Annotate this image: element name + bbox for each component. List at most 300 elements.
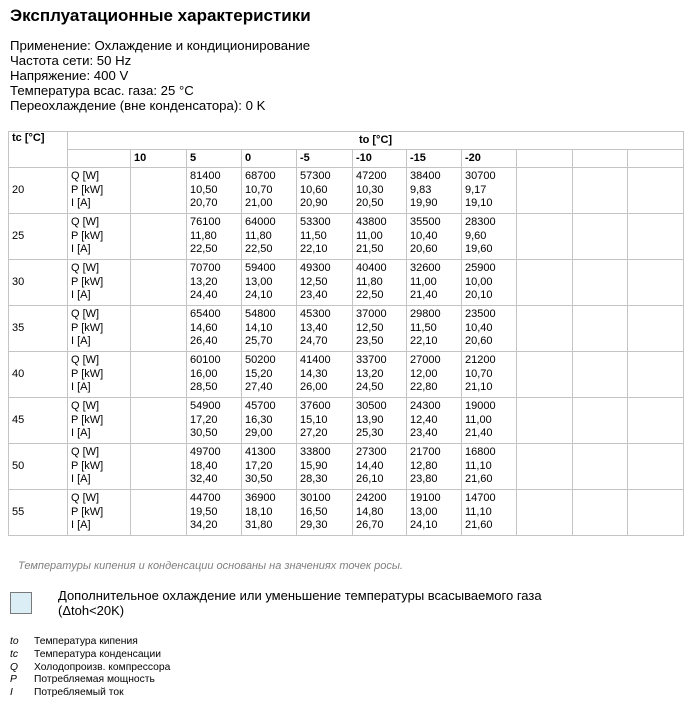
to-value <box>573 150 628 168</box>
value-cell <box>353 168 407 214</box>
cell-value: 24,50 <box>356 381 384 394</box>
cell-value: 11,10 <box>465 459 492 472</box>
value-cell <box>462 260 517 306</box>
tc-value: 40 <box>9 352 68 398</box>
cell-value: 21,10 <box>465 381 493 394</box>
cell-value: 10,70 <box>465 367 493 380</box>
cell-value: 10,70 <box>245 183 273 196</box>
cell-value: 68700 <box>245 170 276 183</box>
param-label: I [A] <box>71 473 91 486</box>
cell-value: 13,00 <box>245 275 273 288</box>
value-cell <box>353 306 407 352</box>
tc-value: 20 <box>9 168 68 214</box>
abbreviation-text: Температура кипения <box>34 636 138 647</box>
cell-value: 21700 <box>410 446 441 459</box>
to-value: 0 <box>242 150 297 168</box>
cell-value: 29800 <box>410 308 441 321</box>
cell-value: 11,50 <box>410 321 437 334</box>
table-row <box>9 214 684 260</box>
cell-value: 27000 <box>410 354 441 367</box>
cell-value: 32600 <box>410 262 441 275</box>
abbreviation-key: P <box>10 674 17 686</box>
value-cell <box>297 214 353 260</box>
cell-value: 14,30 <box>300 367 328 380</box>
value-cell <box>407 398 462 444</box>
value-cell <box>242 398 297 444</box>
cell-value: 21,60 <box>465 473 493 486</box>
cell-value: 17,20 <box>245 459 273 472</box>
value-cell <box>187 214 242 260</box>
value-cell <box>353 214 407 260</box>
value-cell <box>517 490 573 536</box>
legend-line-2: (Δtoh<20K) <box>58 603 125 618</box>
value-cell <box>131 398 187 444</box>
value-cell <box>353 352 407 398</box>
param-labels-cell <box>68 490 131 536</box>
value-cell <box>628 490 684 536</box>
to-value: -15 <box>407 150 462 168</box>
abbreviation-text: Температура конденсации <box>34 648 161 660</box>
param-label: Q [W] <box>71 308 100 321</box>
cell-value: 53300 <box>300 216 331 229</box>
tc-value: 30 <box>9 260 68 306</box>
value-cell <box>462 490 517 536</box>
cell-value: 24,10 <box>410 519 438 532</box>
param-label: P [kW] <box>71 321 104 334</box>
cell-value: 22,50 <box>190 243 218 256</box>
value-cell <box>628 398 684 444</box>
value-cell <box>517 444 573 490</box>
cell-value: 28300 <box>465 216 496 229</box>
tc-header: tc [°C] <box>9 132 68 168</box>
cell-value: 10,40 <box>465 321 493 334</box>
cell-value: 14,40 <box>356 459 384 472</box>
value-cell <box>187 352 242 398</box>
abbreviation-text: Потребляемая мощность <box>34 674 155 686</box>
param-label: I [A] <box>71 243 91 256</box>
param-label: P [kW] <box>71 275 104 288</box>
cell-value: 30,50 <box>190 427 218 440</box>
param-label: Q [W] <box>71 262 100 275</box>
value-cell <box>628 444 684 490</box>
param-label: I [A] <box>71 427 91 440</box>
cell-value: 47200 <box>356 170 387 183</box>
dew-point-note: Температуры кипения и конденсации основаны на значениях точек росы. <box>18 560 403 572</box>
cell-value: 23,80 <box>410 473 438 486</box>
value-cell <box>517 352 573 398</box>
cell-value: 32,40 <box>190 473 218 486</box>
value-cell <box>462 444 517 490</box>
cell-value: 26,70 <box>356 519 384 532</box>
tc-value: 35 <box>9 306 68 352</box>
cell-value: 27,20 <box>300 427 328 440</box>
value-cell <box>297 168 353 214</box>
cell-value: 22,50 <box>356 289 384 302</box>
cell-value: 64000 <box>245 216 276 229</box>
cell-value: 21,50 <box>356 243 384 256</box>
cell-value: 13,20 <box>356 367 384 380</box>
param-labels-cell <box>68 214 131 260</box>
cell-value: 23,40 <box>300 289 328 302</box>
table-row <box>9 168 684 214</box>
cell-value: 21,00 <box>245 197 273 210</box>
value-cell <box>573 168 628 214</box>
value-cell <box>628 306 684 352</box>
legend-swatch <box>10 592 32 614</box>
to-value: -20 <box>462 150 517 168</box>
abbreviation-item <box>10 649 170 662</box>
cell-value: 19,90 <box>410 197 438 210</box>
param-frequency: Частота сети: 50 Hz <box>10 53 132 68</box>
cell-value: 13,00 <box>410 505 438 518</box>
param-labels-cell <box>68 352 131 398</box>
value-cell <box>573 214 628 260</box>
abbreviation-key: Q <box>10 661 19 673</box>
cell-value: 16,00 <box>190 367 218 380</box>
param-label: I [A] <box>71 519 91 532</box>
cell-value: 11,00 <box>356 229 383 242</box>
param-labels-cell <box>68 306 131 352</box>
param-subcooling: Переохлаждение (вне конденсатора): 0 K <box>10 98 266 113</box>
cell-value: 28,30 <box>300 473 328 486</box>
tc-value: 45 <box>9 398 68 444</box>
to-value: 10 <box>131 150 187 168</box>
cell-value: 9,60 <box>465 229 487 242</box>
cell-value: 41400 <box>300 354 331 367</box>
cell-value: 10,50 <box>190 183 218 196</box>
page-title: Эксплуатационные характеристики <box>10 6 311 25</box>
to-value: 5 <box>187 150 242 168</box>
cell-value: 27300 <box>356 446 387 459</box>
value-cell <box>462 398 517 444</box>
value-cell <box>407 260 462 306</box>
value-cell <box>242 490 297 536</box>
value-cell <box>628 260 684 306</box>
cell-value: 28,50 <box>190 381 218 394</box>
table-row <box>9 352 684 398</box>
cell-value: 29,30 <box>300 519 328 532</box>
cell-value: 10,30 <box>356 183 384 196</box>
cell-value: 14700 <box>465 492 496 505</box>
cell-value: 24,10 <box>245 289 273 302</box>
value-cell <box>187 306 242 352</box>
cell-value: 59400 <box>245 262 276 275</box>
value-cell <box>297 352 353 398</box>
cell-value: 27,40 <box>245 381 273 394</box>
value-cell <box>242 214 297 260</box>
param-label: Q [W] <box>71 170 100 183</box>
empty-cell <box>68 150 131 168</box>
legend-line-1: Дополнительное охлаждение или уменьшение температуры всасываемого газа <box>58 588 542 603</box>
param-label: I [A] <box>71 381 91 394</box>
cell-value: 21,60 <box>465 519 493 532</box>
table-row <box>9 260 684 306</box>
value-cell <box>573 352 628 398</box>
abbreviation-key: I <box>10 687 13 699</box>
cell-value: 12,50 <box>356 321 384 334</box>
cell-value: 24,40 <box>190 289 218 302</box>
cell-value: 31,80 <box>245 519 273 532</box>
param-label: Q [W] <box>71 492 100 505</box>
cell-value: 57300 <box>300 170 331 183</box>
value-cell <box>628 214 684 260</box>
cell-value: 19100 <box>410 492 441 505</box>
cell-value: 11,00 <box>410 275 437 288</box>
cell-value: 41300 <box>245 446 276 459</box>
to-header: to [°C] <box>68 132 684 150</box>
param-labels-cell <box>68 444 131 490</box>
cell-value: 9,17 <box>465 183 487 196</box>
cell-value: 12,80 <box>410 459 438 472</box>
cell-value: 13,20 <box>190 275 218 288</box>
cell-value: 24,70 <box>300 335 328 348</box>
value-cell <box>242 444 297 490</box>
cell-value: 54800 <box>245 308 276 321</box>
cell-value: 23500 <box>465 308 496 321</box>
value-cell <box>131 168 187 214</box>
value-cell <box>407 214 462 260</box>
param-label: I [A] <box>71 197 91 210</box>
value-cell <box>242 306 297 352</box>
value-cell <box>407 444 462 490</box>
cell-value: 11,00 <box>465 413 492 426</box>
cell-value: 30,50 <box>245 473 273 486</box>
value-cell <box>353 490 407 536</box>
to-value <box>517 150 573 168</box>
tc-value: 50 <box>9 444 68 490</box>
cell-value: 22,10 <box>300 243 328 256</box>
value-cell <box>297 306 353 352</box>
cell-value: 10,60 <box>300 183 328 196</box>
param-label: Q [W] <box>71 400 100 413</box>
table-row <box>9 306 684 352</box>
value-cell <box>407 490 462 536</box>
param-label: I [A] <box>71 335 91 348</box>
abbreviation-key: to <box>10 636 19 647</box>
cell-value: 43800 <box>356 216 387 229</box>
cell-value: 19,50 <box>190 505 218 518</box>
value-cell <box>131 306 187 352</box>
cell-value: 22,80 <box>410 381 438 394</box>
cell-value: 22,50 <box>245 243 273 256</box>
performance-table <box>8 131 684 536</box>
cell-value: 22,10 <box>410 335 438 348</box>
value-cell <box>187 168 242 214</box>
cell-value: 36900 <box>245 492 276 505</box>
cell-value: 20,60 <box>465 335 493 348</box>
value-cell <box>407 306 462 352</box>
cell-value: 30500 <box>356 400 387 413</box>
abbreviation-item <box>10 687 170 700</box>
cell-value: 26,00 <box>300 381 328 394</box>
cell-value: 76100 <box>190 216 221 229</box>
abbreviation-item <box>10 674 170 687</box>
cell-value: 20,10 <box>465 289 493 302</box>
table-header-row <box>9 132 684 150</box>
cell-value: 25,30 <box>356 427 384 440</box>
cell-value: 16,50 <box>300 505 328 518</box>
cell-value: 14,10 <box>245 321 273 334</box>
cell-value: 54900 <box>190 400 221 413</box>
cell-value: 10,00 <box>465 275 493 288</box>
cell-value: 16,30 <box>245 413 273 426</box>
table-row <box>9 444 684 490</box>
value-cell <box>242 352 297 398</box>
cell-value: 25,70 <box>245 335 273 348</box>
value-cell <box>462 214 517 260</box>
cell-value: 13,40 <box>300 321 328 334</box>
cell-value: 50200 <box>245 354 276 367</box>
cell-value: 11,80 <box>356 275 383 288</box>
cell-value: 12,00 <box>410 367 438 380</box>
cell-value: 20,50 <box>356 197 384 210</box>
to-value <box>628 150 684 168</box>
cell-value: 13,90 <box>356 413 384 426</box>
cell-value: 81400 <box>190 170 221 183</box>
value-cell <box>407 352 462 398</box>
value-cell <box>517 214 573 260</box>
cell-value: 24200 <box>356 492 387 505</box>
param-label: I [A] <box>71 289 91 302</box>
to-value: -5 <box>297 150 353 168</box>
cell-value: 11,10 <box>465 505 492 518</box>
cell-value: 12,40 <box>410 413 438 426</box>
value-cell <box>353 398 407 444</box>
cell-value: 10,40 <box>410 229 438 242</box>
abbreviation-list <box>10 636 170 700</box>
cell-value: 21,40 <box>410 289 438 302</box>
table-row <box>9 398 684 444</box>
value-cell <box>297 444 353 490</box>
cell-value: 14,60 <box>190 321 218 334</box>
cell-value: 12,50 <box>300 275 328 288</box>
cell-value: 23,50 <box>356 335 384 348</box>
param-labels-cell <box>68 260 131 306</box>
value-cell <box>573 306 628 352</box>
param-label: P [kW] <box>71 367 104 380</box>
cell-value: 29,00 <box>245 427 273 440</box>
param-label: P [kW] <box>71 505 104 518</box>
param-label: P [kW] <box>71 183 104 196</box>
cell-value: 34,20 <box>190 519 218 532</box>
cell-value: 26,10 <box>356 473 384 486</box>
value-cell <box>297 490 353 536</box>
cell-value: 23,40 <box>410 427 438 440</box>
cell-value: 45300 <box>300 308 331 321</box>
cell-value: 24300 <box>410 400 441 413</box>
cell-value: 45700 <box>245 400 276 413</box>
value-cell <box>517 260 573 306</box>
cell-value: 21200 <box>465 354 496 367</box>
table-row <box>9 490 684 536</box>
cell-value: 33800 <box>300 446 331 459</box>
cell-value: 17,20 <box>190 413 218 426</box>
value-cell <box>353 260 407 306</box>
param-label: P [kW] <box>71 459 104 472</box>
cell-value: 20,60 <box>410 243 438 256</box>
cell-value: 19,10 <box>465 197 493 210</box>
param-label: Q [W] <box>71 354 100 367</box>
cell-value: 20,90 <box>300 197 328 210</box>
value-cell <box>573 260 628 306</box>
value-cell <box>407 168 462 214</box>
cell-value: 37600 <box>300 400 331 413</box>
cell-value: 49700 <box>190 446 221 459</box>
cell-value: 18,40 <box>190 459 218 472</box>
cell-value: 11,50 <box>300 229 327 242</box>
cell-value: 65400 <box>190 308 221 321</box>
param-labels-cell <box>68 398 131 444</box>
value-cell <box>131 444 187 490</box>
cell-value: 16800 <box>465 446 496 459</box>
value-cell <box>187 398 242 444</box>
value-cell <box>628 168 684 214</box>
value-cell <box>187 490 242 536</box>
cell-value: 26,40 <box>190 335 218 348</box>
cell-value: 11,80 <box>190 229 217 242</box>
cell-value: 15,20 <box>245 367 273 380</box>
cell-value: 70700 <box>190 262 221 275</box>
abbreviation-text: Холодопроизв. компрессора <box>34 661 171 673</box>
param-labels-cell <box>68 168 131 214</box>
value-cell <box>353 444 407 490</box>
value-cell <box>131 214 187 260</box>
cell-value: 33700 <box>356 354 387 367</box>
cell-value: 19000 <box>465 400 496 413</box>
cell-value: 18,10 <box>245 505 273 518</box>
value-cell <box>131 352 187 398</box>
to-values-row <box>9 150 684 168</box>
param-label: Q [W] <box>71 216 100 229</box>
param-label: Q [W] <box>71 446 100 459</box>
abbreviation-key: tc <box>10 648 19 660</box>
legend-text <box>58 588 542 618</box>
cell-value: 15,90 <box>300 459 328 472</box>
tc-value: 55 <box>9 490 68 536</box>
abbreviation-item <box>10 662 170 675</box>
param-label: P [kW] <box>71 229 104 242</box>
cell-value: 14,80 <box>356 505 384 518</box>
value-cell <box>628 352 684 398</box>
abbreviation-item <box>10 636 170 649</box>
cell-value: 19,60 <box>465 243 493 256</box>
cell-value: 37000 <box>356 308 387 321</box>
cell-value: 20,70 <box>190 197 218 210</box>
abbreviation-text: Потребляемый ток <box>34 687 124 699</box>
param-voltage: Напряжение: 400 V <box>10 68 129 83</box>
cell-value: 30700 <box>465 170 496 183</box>
value-cell <box>573 444 628 490</box>
value-cell <box>297 398 353 444</box>
to-value: -10 <box>353 150 407 168</box>
value-cell <box>462 306 517 352</box>
cell-value: 9,83 <box>410 183 432 196</box>
cell-value: 30100 <box>300 492 331 505</box>
value-cell <box>242 168 297 214</box>
cell-value: 38400 <box>410 170 441 183</box>
tc-value: 25 <box>9 214 68 260</box>
value-cell <box>462 168 517 214</box>
value-cell <box>187 260 242 306</box>
value-cell <box>573 398 628 444</box>
param-application: Применение: Охлаждение и кондиционирование <box>10 38 311 53</box>
value-cell <box>131 260 187 306</box>
cell-value: 15,10 <box>300 413 328 426</box>
value-cell <box>297 260 353 306</box>
cell-value: 49300 <box>300 262 331 275</box>
value-cell <box>462 352 517 398</box>
value-cell <box>517 306 573 352</box>
